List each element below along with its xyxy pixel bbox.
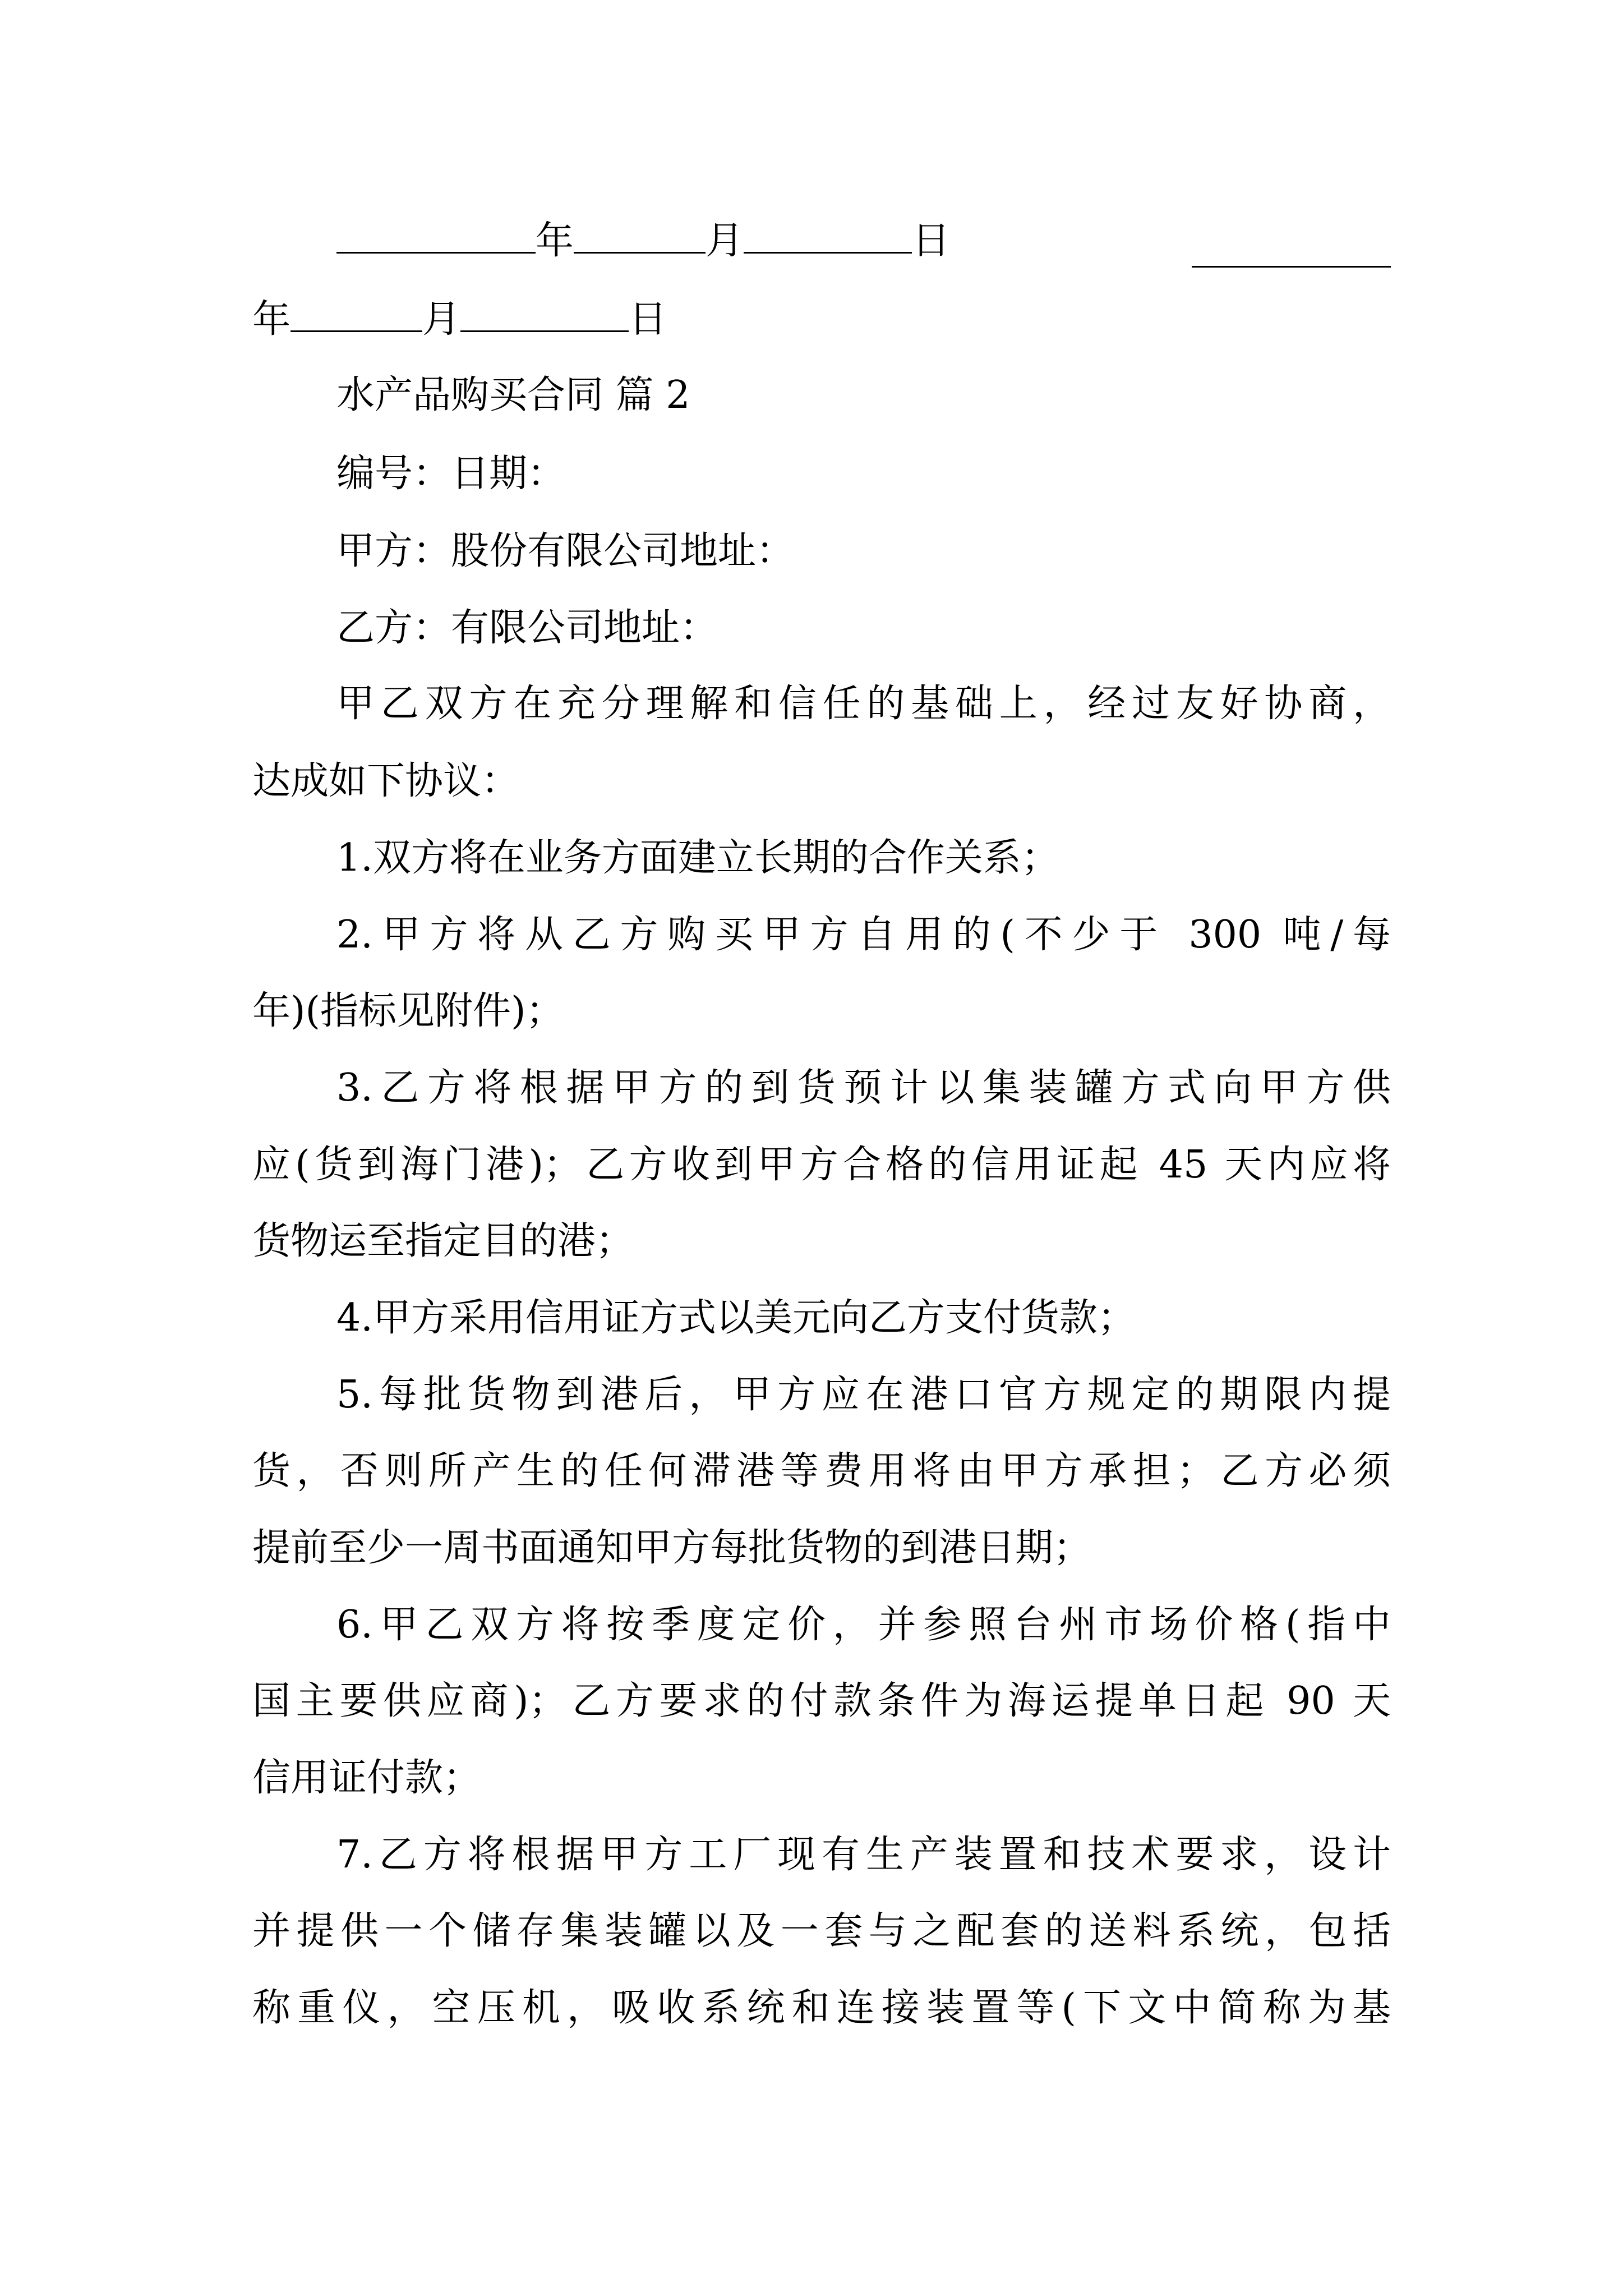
clause-5-line-3: 提前至少一周书面通知甲方每批货物的到港日期；: [252, 1526, 1092, 1570]
party-b-line: 乙方：有限公司地址：: [336, 606, 718, 650]
clause-7-line-3: 称重仪，空压机，吸收系统和连接装置等(下文中简称为基: [252, 1986, 1391, 2030]
second-year-blank[interactable]: [1192, 231, 1391, 268]
clause-7-line-1: 7.乙方将根据甲方工厂现有生产装置和技术要求，设计: [336, 1833, 1391, 1877]
clause-7-line-2: 并提供一个储存集装罐以及一套与之配套的送料系统，包括: [252, 1909, 1391, 1953]
month-blank[interactable]: [574, 217, 706, 254]
clause-3-line-3: 货物运至指定目的港；: [252, 1219, 634, 1263]
party-a-line: 甲方：股份有限公司地址：: [336, 529, 795, 573]
clause-4-line-1: 4.甲方采用信用证方式以美元向乙方支付货款；: [336, 1296, 1136, 1340]
clause-6-line-3: 信用证付款；: [252, 1756, 482, 1800]
intro-line-1: 甲乙双方在充分理解和信任的基础上，经过友好协商，: [336, 682, 1391, 726]
month-blank-2[interactable]: [291, 296, 422, 332]
date-line-2: [252, 295, 667, 345]
year-label-2: 年: [252, 297, 291, 342]
clause-5-line-1: 5.每批货物到港后，甲方应在港口官方规定的期限内提: [336, 1373, 1391, 1417]
date-line-1: [336, 216, 950, 266]
clause-6-line-2: 国主要供应商)；乙方要求的付款条件为海运提单日起 90 天: [252, 1679, 1391, 1723]
year-label: 年: [536, 219, 574, 263]
clause-2-line-1: 2.甲方将从乙方购买甲方自用的(不少于 300 吨/每: [336, 913, 1391, 957]
clause-3-line-1: 3.乙方将根据甲方的到货预计以集装罐方式向甲方供: [336, 1066, 1391, 1110]
day-blank-2[interactable]: [460, 296, 629, 332]
clause-2-line-2: 年)(指标见附件)；: [252, 989, 564, 1033]
day-label-2: 日: [629, 297, 667, 342]
day-blank[interactable]: [744, 217, 912, 254]
day-label: 日: [912, 219, 951, 263]
clause-1-line-1: 1.双方将在业务方面建立长期的合作关系；: [336, 836, 1059, 880]
clause-6-line-1: 6.甲乙双方将按季度定价，并参照台州市场价格(指中: [336, 1603, 1391, 1647]
contract-heading: 水产品购买合同 篇 2: [336, 373, 690, 417]
month-label: 月: [706, 219, 744, 263]
number-date-line: 编号：日期：: [336, 452, 566, 496]
year-blank[interactable]: [336, 217, 536, 254]
intro-line-2: 达成如下协议：: [252, 759, 520, 803]
clause-3-line-2: 应(货到海门港)；乙方收到甲方合格的信用证起 45 天内应将: [252, 1143, 1391, 1187]
clause-5-line-2: 货，否则所产生的任何滞港等费用将由甲方承担；乙方必须: [252, 1449, 1391, 1493]
month-label-2: 月: [422, 297, 461, 342]
